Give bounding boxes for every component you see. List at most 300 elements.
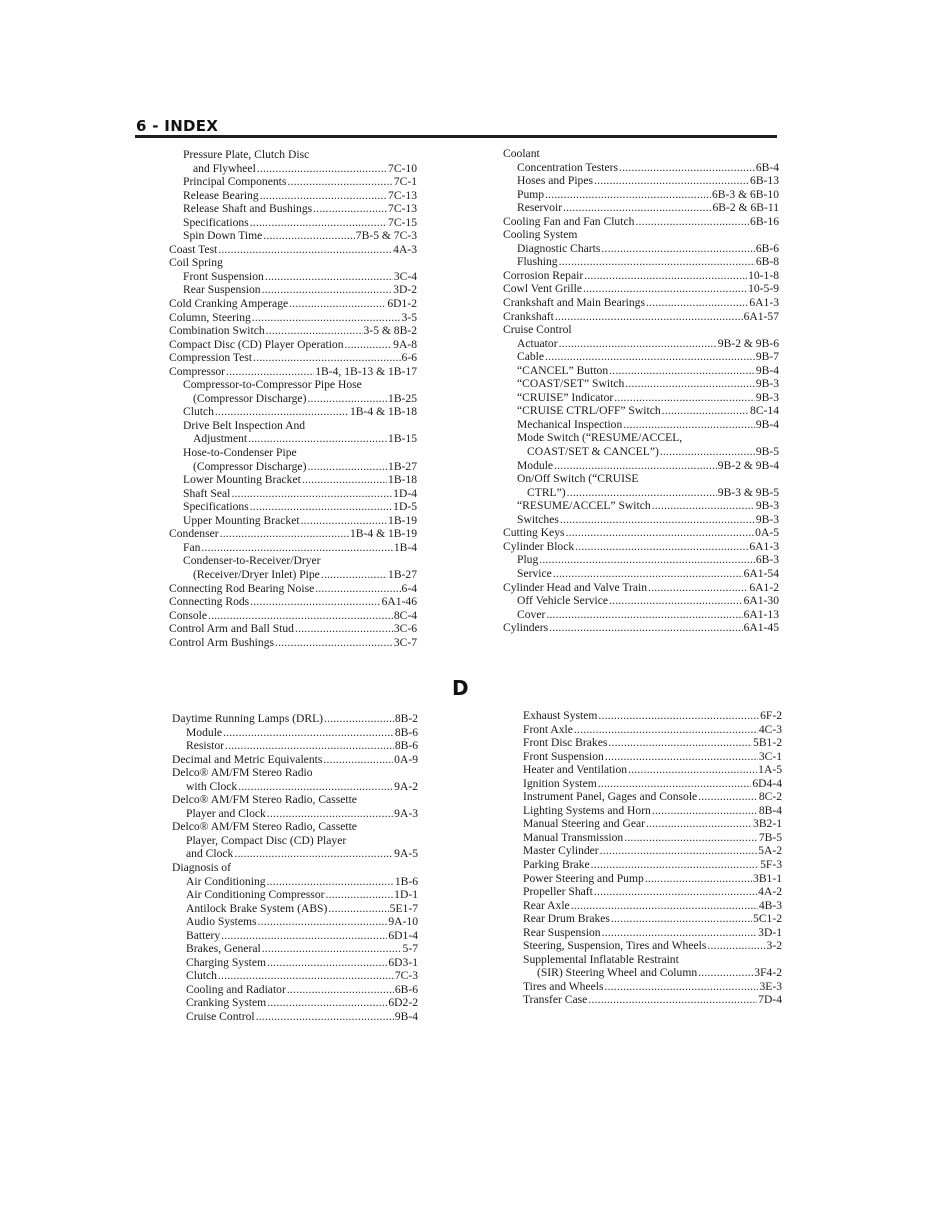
dot-leader bbox=[258, 915, 388, 929]
index-entry-label: Pump bbox=[517, 187, 545, 201]
dot-leader bbox=[662, 404, 749, 418]
index-entry-label: Release Shaft and Bushings bbox=[183, 202, 313, 216]
index-entry bbox=[172, 888, 418, 902]
index-entry-label: Cooling System bbox=[503, 228, 578, 242]
index-entry-label: Air Conditioning bbox=[186, 874, 266, 888]
index-entry bbox=[169, 256, 417, 270]
index-entry bbox=[503, 188, 779, 202]
dot-leader bbox=[646, 296, 748, 310]
dot-leader bbox=[624, 831, 758, 845]
index-entry-label: Cowl Vent Grille bbox=[503, 282, 583, 296]
index-entry bbox=[503, 540, 779, 554]
dot-leader bbox=[598, 709, 759, 723]
index-entry-page-ref: 3B2-1 bbox=[753, 817, 782, 831]
index-entry-label: Manual Transmission bbox=[523, 830, 624, 844]
index-entry-label: Audio Systems bbox=[186, 915, 257, 929]
dot-leader bbox=[652, 499, 755, 513]
index-entry bbox=[172, 766, 418, 780]
dot-leader bbox=[267, 996, 387, 1010]
index-entry bbox=[503, 581, 779, 595]
index-entry bbox=[169, 365, 417, 379]
index-entry bbox=[169, 202, 417, 216]
index-entry-label: Cutting Keys bbox=[503, 526, 565, 540]
dot-leader bbox=[260, 189, 387, 203]
index-entry-label: Cylinders bbox=[503, 621, 549, 635]
index-entry-label: Switches bbox=[517, 512, 559, 526]
dot-leader bbox=[323, 753, 393, 767]
index-entry-label: Cooling Fan and Fan Clutch bbox=[503, 214, 635, 228]
dot-leader bbox=[313, 202, 387, 216]
index-entry-page-ref: 9A-3 bbox=[394, 806, 418, 820]
index-entry bbox=[172, 942, 418, 956]
dot-leader bbox=[324, 712, 394, 726]
index-entry-label: Specifications bbox=[183, 215, 249, 229]
dot-leader bbox=[594, 174, 749, 188]
index-entry-page-ref: 9A-10 bbox=[388, 915, 418, 929]
dot-leader bbox=[315, 582, 400, 596]
index-entry-page-ref: 9A-8 bbox=[393, 337, 417, 351]
index-entry bbox=[523, 831, 782, 845]
dot-leader bbox=[707, 939, 765, 953]
index-entry-page-ref: 1B-4 bbox=[393, 540, 417, 554]
dot-leader bbox=[215, 405, 349, 419]
index-entry bbox=[169, 568, 417, 582]
dot-leader bbox=[553, 567, 743, 581]
index-entry-page-ref: 1B-25 bbox=[388, 391, 417, 405]
dot-leader bbox=[571, 899, 758, 913]
index-entry bbox=[523, 804, 782, 818]
index-entry-page-ref: 6D1-2 bbox=[387, 297, 417, 311]
dot-leader bbox=[614, 391, 755, 405]
index-entry-page-ref: 6B-6 bbox=[394, 982, 418, 996]
index-entry-label: Rear Drum Brakes bbox=[523, 912, 610, 926]
dot-leader bbox=[698, 790, 758, 804]
index-entry bbox=[503, 594, 779, 608]
index-entry-label: Cylinder Block bbox=[503, 539, 575, 553]
index-entry-label: (SIR) Steering Wheel and Column bbox=[537, 966, 698, 980]
index-entry-label: Corrosion Repair bbox=[503, 268, 584, 282]
dot-leader bbox=[635, 215, 749, 229]
index-entry bbox=[503, 161, 779, 175]
index-entry bbox=[523, 736, 782, 750]
index-entry-page-ref: 10-1-8 bbox=[748, 268, 779, 282]
index-entry-page-ref: 3F4-2 bbox=[754, 966, 782, 980]
index-entry-page-ref: 7B-5 & 7C-3 bbox=[355, 229, 417, 243]
dot-leader bbox=[267, 807, 393, 821]
index-entry-label: Flushing bbox=[517, 255, 558, 269]
dot-leader bbox=[267, 956, 387, 970]
index-entry-label: Specifications bbox=[183, 500, 249, 514]
dot-leader bbox=[220, 527, 349, 541]
index-entry-page-ref: 6A1-57 bbox=[743, 309, 779, 323]
index-entry bbox=[503, 296, 779, 310]
index-entry-label: Cold Cranking Amperage bbox=[169, 297, 289, 311]
index-entry-label: Spin Down Time bbox=[183, 229, 263, 243]
index-entry-label: (Compressor Discharge) bbox=[193, 459, 307, 473]
dot-leader bbox=[250, 500, 392, 514]
index-entry-page-ref: 8C-2 bbox=[758, 790, 782, 804]
index-entry-page-ref: 4A-2 bbox=[758, 885, 782, 899]
dot-leader bbox=[265, 270, 393, 284]
index-entry-label: Control Arm Bushings bbox=[169, 635, 275, 649]
index-entry-page-ref: 6A1-54 bbox=[743, 566, 779, 580]
dot-leader bbox=[608, 736, 752, 750]
dot-leader bbox=[588, 993, 757, 1007]
index-entry-label: Off Vehicle Service bbox=[517, 594, 608, 608]
index-column-left-top bbox=[169, 148, 417, 649]
index-entry bbox=[503, 215, 779, 229]
index-entry-label: “RESUME/ACCEL” Switch bbox=[517, 499, 651, 513]
index-entry-label: Coil Spring bbox=[169, 256, 223, 270]
index-entry-label: Delco® AM/FM Stereo Radio, Cassette bbox=[172, 820, 357, 834]
dot-leader bbox=[257, 162, 387, 176]
dot-leader bbox=[266, 324, 363, 338]
index-entry-page-ref: 8B-2 bbox=[394, 712, 418, 725]
index-entry bbox=[169, 487, 417, 501]
index-entry bbox=[169, 405, 417, 419]
index-entry bbox=[503, 431, 779, 445]
index-entry bbox=[169, 338, 417, 352]
index-entry-label: On/Off Switch (“CRUISE bbox=[517, 472, 639, 486]
index-entry-page-ref: 9B-2 & 9B-6 bbox=[717, 336, 779, 350]
index-entry-label: Cylinder Head and Valve Train bbox=[503, 580, 648, 594]
dot-leader bbox=[566, 526, 755, 540]
index-entry bbox=[503, 201, 779, 215]
index-entry-label: Transfer Case bbox=[523, 993, 588, 1007]
index-entry-label: Compact Disc (CD) Player Operation bbox=[169, 337, 344, 351]
index-entry-page-ref: 6B-2 & 6B-11 bbox=[712, 201, 779, 215]
dot-leader bbox=[256, 1010, 394, 1024]
index-entry-label: Adjustment bbox=[193, 432, 248, 446]
index-entry-label: Player and Clock bbox=[186, 806, 266, 820]
index-entry-label: Daytime Running Lamps (DRL) bbox=[172, 712, 324, 725]
index-entry-page-ref: 7C-13 bbox=[388, 188, 417, 202]
index-entry-label: Delco® AM/FM Stereo Radio, Cassette bbox=[172, 793, 357, 807]
index-entry bbox=[503, 377, 779, 391]
index-entry-page-ref: 7C-13 bbox=[388, 202, 417, 216]
dot-leader bbox=[549, 621, 742, 635]
index-entry bbox=[169, 622, 417, 636]
dot-leader bbox=[646, 817, 752, 831]
dot-leader bbox=[645, 872, 752, 886]
index-entry-page-ref: 6-4 bbox=[401, 581, 417, 595]
index-entry-page-ref: 0A-5 bbox=[755, 526, 779, 540]
index-entry-label: Release Bearing bbox=[183, 188, 259, 202]
index-entry-label: Front Suspension bbox=[183, 269, 264, 283]
dot-leader bbox=[625, 377, 755, 391]
dot-leader bbox=[600, 844, 758, 858]
index-entry-page-ref: 6A1-45 bbox=[743, 621, 779, 635]
dot-leader bbox=[555, 310, 743, 324]
index-entry-page-ref: 5-7 bbox=[402, 942, 418, 956]
index-entry bbox=[169, 311, 417, 325]
index-entry bbox=[503, 445, 779, 459]
index-entry bbox=[172, 847, 418, 861]
dot-leader bbox=[609, 594, 743, 608]
index-entry-label: Upper Mounting Bracket bbox=[183, 513, 300, 527]
index-entry-label: Exhaust System bbox=[523, 709, 598, 722]
index-entry-label: Actuator bbox=[517, 336, 558, 350]
index-entry-page-ref: 1B-18 bbox=[388, 473, 417, 487]
dot-leader bbox=[583, 282, 747, 296]
index-entry bbox=[169, 554, 417, 568]
index-entry-page-ref: 7C-10 bbox=[388, 161, 417, 175]
dot-leader bbox=[250, 595, 380, 609]
index-entry-page-ref: 4C-3 bbox=[758, 722, 782, 736]
index-entry-label: Coast Test bbox=[169, 242, 218, 256]
section-letter-heading: D bbox=[452, 676, 469, 700]
index-entry bbox=[503, 323, 779, 337]
index-entry-label: Resistor bbox=[186, 739, 225, 753]
index-entry-label: Combination Switch bbox=[169, 324, 265, 338]
index-entry bbox=[172, 996, 418, 1010]
index-entry-label: Power Steering and Pump bbox=[523, 871, 644, 885]
dot-leader bbox=[601, 242, 754, 256]
dot-leader bbox=[253, 351, 401, 365]
dot-leader bbox=[250, 216, 387, 230]
index-entry-label: Cruise Control bbox=[186, 1010, 255, 1024]
index-entry-label: Diagnostic Charts bbox=[517, 241, 601, 255]
index-entry-label: Condenser-to-Receiver/Dryer bbox=[183, 554, 321, 568]
index-entry bbox=[503, 418, 779, 432]
index-entry-label: Mode Switch (“RESUME/ACCEL, bbox=[517, 431, 683, 445]
index-entry-page-ref: 8C-14 bbox=[750, 404, 779, 418]
index-entry-page-ref: 1B-19 bbox=[388, 513, 417, 527]
index-entry bbox=[523, 872, 782, 886]
index-column-right-top bbox=[503, 147, 779, 635]
index-entry bbox=[172, 793, 418, 807]
index-entry-page-ref: 1D-1 bbox=[394, 888, 418, 902]
header-rule bbox=[135, 135, 777, 138]
index-entry-label: Hose-to-Condenser Pipe bbox=[183, 446, 297, 460]
index-entry-page-ref: 1B-4, 1B-13 & 1B-17 bbox=[315, 364, 417, 378]
index-entry-label: Battery bbox=[186, 928, 221, 942]
index-entry bbox=[172, 1010, 418, 1024]
index-entry-label: Supplemental Inflatable Restraint bbox=[523, 952, 679, 966]
dot-leader bbox=[302, 473, 387, 487]
dot-leader bbox=[554, 459, 717, 473]
index-entry-page-ref: 6D1-4 bbox=[388, 928, 418, 942]
index-entry bbox=[169, 609, 417, 623]
index-entry bbox=[172, 969, 418, 983]
index-entry-label: Cruise Control bbox=[503, 323, 572, 337]
index-entry-label: Clutch bbox=[183, 405, 214, 419]
index-entry-page-ref: 3E-3 bbox=[759, 979, 782, 993]
dot-leader bbox=[231, 487, 392, 501]
dot-leader bbox=[328, 902, 388, 916]
dot-leader bbox=[267, 875, 394, 889]
index-entry bbox=[169, 297, 417, 311]
index-entry bbox=[172, 712, 418, 726]
index-entry-label: Drive Belt Inspection And bbox=[183, 418, 306, 432]
dot-leader bbox=[602, 926, 758, 940]
index-entry-label: Master Cylinder bbox=[523, 844, 599, 858]
index-entry bbox=[172, 780, 418, 794]
dot-leader bbox=[660, 445, 755, 459]
index-entry-label: Pressure Plate, Clutch Disc bbox=[183, 148, 310, 161]
index-entry-label: Console bbox=[169, 608, 208, 622]
index-entry-page-ref: 1B-4 & 1B-18 bbox=[350, 405, 417, 419]
index-entry-label: Tires and Wheels bbox=[523, 979, 604, 993]
index-entry-page-ref: 9B-3 bbox=[755, 499, 779, 513]
index-entry bbox=[169, 148, 417, 162]
index-entry bbox=[503, 269, 779, 283]
index-entry-page-ref: 9A-5 bbox=[394, 847, 418, 861]
index-entry-page-ref: 7C-15 bbox=[388, 215, 417, 229]
index-entry bbox=[172, 875, 418, 889]
index-entry bbox=[503, 364, 779, 378]
dot-leader bbox=[307, 460, 387, 474]
index-entry-label: Module bbox=[517, 458, 554, 472]
index-entry-page-ref: 3-5 & 8B-2 bbox=[363, 324, 417, 338]
dot-leader bbox=[605, 980, 759, 994]
index-entry-label: and Clock bbox=[186, 847, 234, 861]
index-entry bbox=[523, 817, 782, 831]
index-entry bbox=[523, 926, 782, 940]
index-entry-page-ref: 5F-3 bbox=[760, 858, 782, 872]
index-entry-label: Rear Suspension bbox=[183, 283, 261, 297]
index-entry-label: Hoses and Pipes bbox=[517, 174, 593, 188]
dot-leader bbox=[563, 201, 711, 215]
index-entry-label: “COAST/SET” Switch bbox=[517, 377, 625, 391]
index-entry-label: Steering, Suspension, Tires and Wheels bbox=[523, 939, 707, 953]
index-entry bbox=[503, 459, 779, 473]
index-entry-page-ref: 9B-5 bbox=[755, 445, 779, 459]
index-entry bbox=[503, 621, 779, 635]
index-entry-page-ref: 3C-6 bbox=[393, 622, 417, 636]
index-entry bbox=[169, 473, 417, 487]
index-entry-label: Heater and Ventilation bbox=[523, 763, 628, 777]
dot-leader bbox=[252, 311, 401, 325]
index-column-right-bottom bbox=[523, 709, 782, 1007]
dot-leader bbox=[225, 739, 394, 753]
index-entry bbox=[503, 499, 779, 513]
index-entry-page-ref: 8B-6 bbox=[394, 739, 418, 753]
index-entry bbox=[503, 228, 779, 242]
index-entry bbox=[169, 351, 417, 365]
index-entry bbox=[172, 956, 418, 970]
dot-leader bbox=[218, 969, 394, 983]
dot-leader bbox=[609, 364, 755, 378]
dot-leader bbox=[321, 568, 387, 582]
dot-leader bbox=[221, 929, 387, 943]
index-entry-label: Manual Steering and Gear bbox=[523, 817, 646, 831]
index-entry-page-ref: 8B-6 bbox=[394, 725, 418, 739]
index-entry-page-ref: 6A1-46 bbox=[381, 595, 417, 609]
index-entry-label: COAST/SET & CANCEL”) bbox=[527, 445, 659, 459]
index-entry-page-ref: 6D4-4 bbox=[752, 776, 782, 790]
index-entry-label: Compressor bbox=[169, 364, 226, 378]
index-entry-label: Module bbox=[186, 725, 223, 739]
index-entry-label: (Compressor Discharge) bbox=[193, 391, 307, 405]
index-entry bbox=[169, 216, 417, 230]
index-entry-label: “CRUISE” Indicator bbox=[517, 390, 614, 404]
index-entry bbox=[523, 709, 782, 723]
index-entry-page-ref: 3D-2 bbox=[393, 283, 417, 297]
index-entry-page-ref: 6B-4 bbox=[755, 160, 779, 174]
index-entry-page-ref: 6A1-2 bbox=[749, 580, 779, 594]
index-entry-page-ref: 3D-1 bbox=[758, 925, 782, 939]
dot-leader bbox=[567, 486, 717, 500]
index-entry-page-ref: 6B-3 & 6B-10 bbox=[712, 187, 779, 201]
index-entry-page-ref: 5C1-2 bbox=[753, 912, 782, 926]
index-entry bbox=[503, 310, 779, 324]
index-entry bbox=[172, 739, 418, 753]
index-entry-label: Control Arm and Ball Stud bbox=[169, 622, 294, 636]
dot-leader bbox=[539, 553, 755, 567]
index-entry-label: Cover bbox=[517, 607, 546, 621]
index-entry-page-ref: 5B1-2 bbox=[753, 736, 782, 750]
index-entry bbox=[172, 983, 418, 997]
index-entry-page-ref: 9B-2 & 9B-4 bbox=[717, 458, 779, 472]
dot-leader bbox=[575, 540, 748, 554]
index-entry bbox=[169, 324, 417, 338]
index-entry-label: (Receiver/Dryer Inlet) Pipe bbox=[193, 567, 320, 581]
dot-leader bbox=[574, 723, 758, 737]
index-entry-label: Antilock Brake System (ABS) bbox=[186, 901, 328, 915]
dot-leader bbox=[218, 243, 392, 257]
dot-leader bbox=[262, 283, 393, 297]
dot-leader bbox=[345, 338, 393, 352]
index-entry-label: Crankshaft and Main Bearings bbox=[503, 296, 645, 310]
index-entry-label: Front Disc Brakes bbox=[523, 736, 608, 750]
index-entry bbox=[169, 460, 417, 474]
dot-leader bbox=[287, 983, 394, 997]
index-entry-label: Cooling and Radiator bbox=[186, 982, 286, 996]
index-entry bbox=[503, 567, 779, 581]
index-entry bbox=[172, 726, 418, 740]
index-entry bbox=[169, 175, 417, 189]
index-entry bbox=[523, 953, 782, 967]
index-entry-label: Concentration Testers bbox=[517, 160, 619, 174]
index-entry bbox=[169, 283, 417, 297]
index-entry bbox=[169, 432, 417, 446]
index-entry-label: Air Conditioning Compressor bbox=[186, 888, 325, 902]
index-entry bbox=[503, 242, 779, 256]
index-entry-label: Crankshaft bbox=[503, 309, 554, 323]
index-entry bbox=[172, 807, 418, 821]
index-entry-page-ref: 9B-3 bbox=[755, 377, 779, 391]
index-entry-label: and Flywheel bbox=[193, 161, 256, 175]
index-entry-label: Mechanical Inspection bbox=[517, 417, 623, 431]
index-entry bbox=[523, 966, 782, 980]
dot-leader bbox=[559, 337, 717, 351]
index-entry-label: Player, Compact Disc (CD) Player bbox=[186, 833, 347, 847]
dot-leader bbox=[628, 763, 757, 777]
index-entry-label: Compressor-to-Compressor Pipe Hose bbox=[183, 378, 362, 392]
index-entry-page-ref: 6D2-2 bbox=[388, 996, 418, 1010]
index-entry-page-ref: 10-5-9 bbox=[748, 282, 779, 296]
index-entry-label: Shaft Seal bbox=[183, 486, 231, 500]
index-entry-label: Instrument Panel, Gages and Console bbox=[523, 790, 698, 804]
index-entry-page-ref: 5A-2 bbox=[758, 844, 782, 858]
dot-leader bbox=[226, 365, 314, 379]
index-entry-label: Plug bbox=[517, 553, 539, 567]
index-entry-label: Diagnosis of bbox=[172, 861, 231, 875]
index-entry bbox=[169, 162, 417, 176]
index-entry bbox=[172, 929, 418, 943]
index-entry bbox=[169, 541, 417, 555]
index-entry bbox=[503, 404, 779, 418]
index-entry bbox=[503, 472, 779, 486]
dot-leader bbox=[598, 777, 752, 791]
index-entry bbox=[523, 885, 782, 899]
index-entry bbox=[169, 229, 417, 243]
index-entry-page-ref: 9B-3 & 9B-5 bbox=[717, 485, 779, 499]
index-entry bbox=[503, 513, 779, 527]
index-entry-page-ref: 1B-27 bbox=[388, 567, 417, 581]
index-entry-page-ref: 3-2 bbox=[766, 939, 782, 953]
